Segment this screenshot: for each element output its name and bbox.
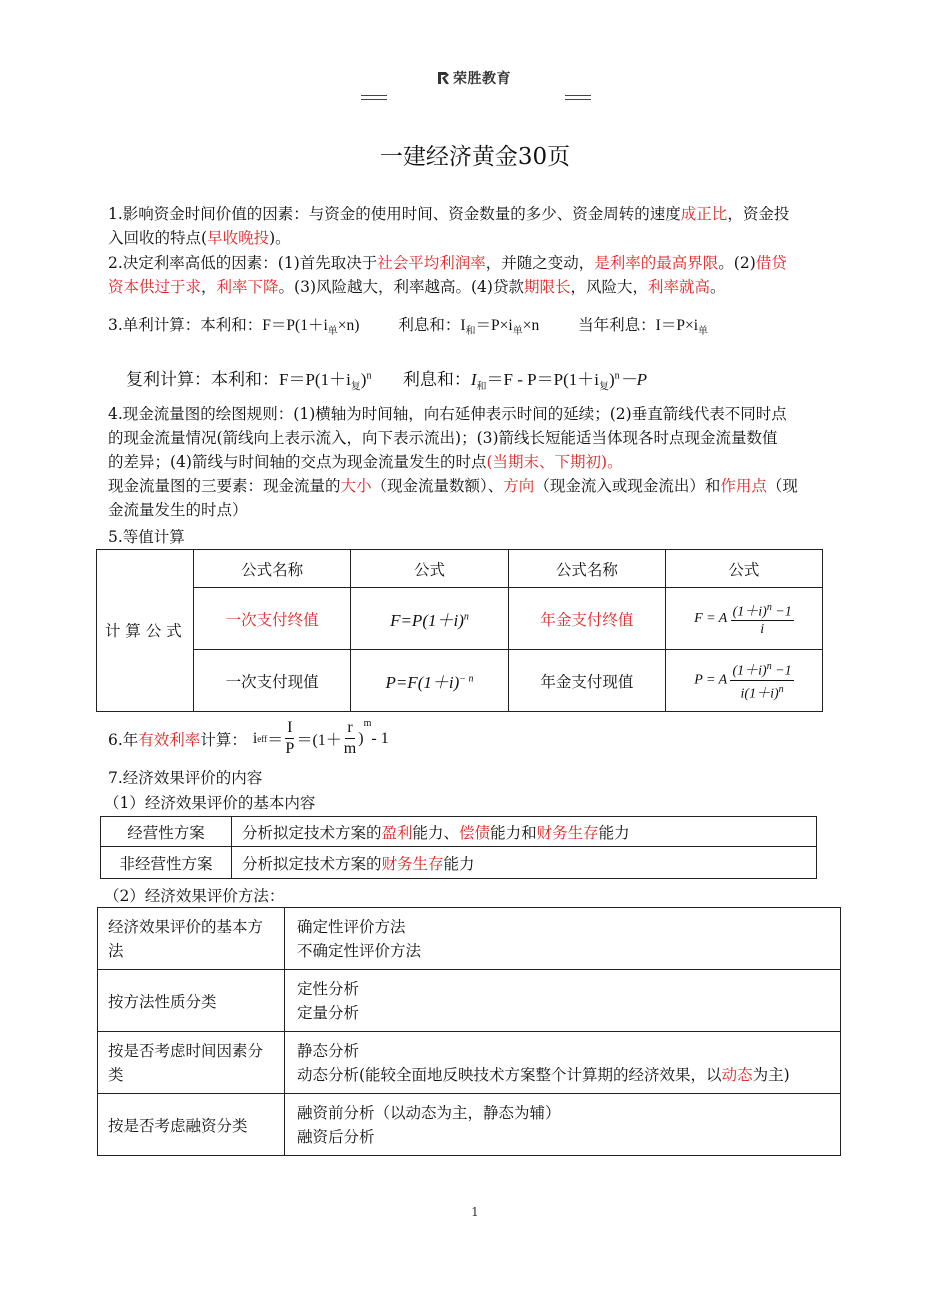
table-cell: 按方法性质分类 (98, 970, 285, 1032)
header-divider-left (361, 95, 387, 100)
formula-cell: P = A $\frac{(1+i)^n -1}{i(1+i)^n}$ (665, 650, 822, 712)
section-7-sub2: （2）经济效果评价方法： (104, 887, 285, 905)
brand-logo (437, 68, 511, 88)
table-header: 公式 (351, 550, 509, 588)
simple-interest-line: 3.单利计算：本利和：$F=P(1+i_单\times n)$ 利息和：$I_和=P\times i_单\times n$ 当年利息：$I=P\times i_单$ (108, 316, 709, 338)
evaluation-content-table (100, 816, 817, 879)
compound-interest-line: 复利计算：本利和：$F=P(1+i_复)^n$ 利息和：$I_和=F - P=P(1+i_复)^n-P$ (126, 370, 648, 393)
formula-cell: $P=F(1+i)^{- n}$ (351, 650, 509, 712)
table-cell: 经济效果评价的基本方法 (98, 908, 285, 970)
effective-rate-line: 6.年 有效利率 计算： i eff ＝ $\frac{I}{P}$ ＝(1＋ $\frac{r}{m}$ ) m - 1 (108, 718, 389, 757)
table-cell: 分析拟定技术方案的财务生存能力 (232, 847, 817, 879)
section-5-heading: 5.等值计算 (108, 528, 185, 546)
table-cell: 按是否考虑时间因素分类 (98, 1032, 285, 1094)
table-cell: 按是否考虑融资分类 (98, 1094, 285, 1156)
header-divider-right (565, 95, 591, 100)
logo-icon (437, 71, 451, 85)
paragraph-4: 4.现金流量图的绘图规则：(1)横轴为时间轴，向右延伸表示时间的延续；(2)垂直箭线代表不同时点 的现金流量情况(箭线向上表示流入，向下表示流出)；(3)箭线长短能适当体现各时点现金流量数值 的差异；(4)箭线与时间轴的交点为现金流量发生的时点(当期末、下期初)。 现金流量图的三要素：现金流量的大小（现金流量数额）、方向（现金流入或现金流出）和作用点（现 金流量发生的时点） (108, 405, 798, 519)
simple-interest-formula: $F=P(1+i_单\times n)$ (262, 317, 360, 338)
logo-text: 荣胜教育 (453, 71, 511, 87)
table-cell: 融资前分析（以动态为主，静态为辅） 融资后分析 (285, 1094, 841, 1156)
table-row-label: 计 算 公 式 (97, 550, 194, 712)
table-header: 公式 (665, 550, 822, 588)
section-7-heading: 7.经济效果评价的内容 (108, 769, 263, 787)
formula-cell: F = A $\frac{(1+i)^n -1}{i}$ (665, 588, 822, 650)
effective-rate-formula: i eff ＝ $\frac{I}{P}$ ＝(1＋ $\frac{r}{m}$ ) m - 1 (252, 718, 389, 757)
table-cell: 经营性方案 (101, 817, 232, 847)
table-cell: 年金支付终值 (508, 588, 665, 650)
formula-cell: $F=P(1+i)^n$ (351, 588, 509, 650)
table-cell: 确定性评价方法 不确定性评价方法 (285, 908, 841, 970)
page-title: 一建经济黄金30页 (379, 144, 571, 170)
table-header: 公式名称 (194, 550, 351, 588)
table-cell: 一次支付终值 (194, 588, 351, 650)
table-cell: 年金支付现值 (508, 650, 665, 712)
evaluation-method-table (97, 907, 841, 1156)
annual-interest-formula: $I=P\times i_单$ (655, 317, 709, 338)
page-number: 1 (471, 1205, 479, 1219)
simple-interest-sum-formula: $I_和=P\times i_单\times n$ (460, 317, 540, 338)
paragraph-2: 2.决定利率高低的因素：(1)首先取决于社会平均利润率，并随之变动，是利率的最高界限。(2)借贷 资本供过于求，利率下降。(3)风险越大，利率越高。(4)贷款期限长，风险大，利率就高。 (108, 254, 787, 296)
section-7-sub1: （1）经济效果评价的基本内容 (104, 794, 316, 812)
table-header: 公式名称 (508, 550, 665, 588)
table-cell: 非经营性方案 (101, 847, 232, 879)
compound-interest-sum-formula: $I_和=F - P=P(1+i_复)^n-P$ (470, 370, 648, 393)
table-cell: 一次支付现值 (194, 650, 351, 712)
table-cell: 定性分析 定量分析 (285, 970, 841, 1032)
equivalence-table (96, 549, 823, 712)
table-cell: 分析拟定技术方案的盈利能力、偿债能力和财务生存能力 (232, 817, 817, 847)
compound-interest-formula: $F=P(1+i_复)^n$ (279, 370, 372, 393)
paragraph-1: 1.影响资金时间价值的因素：与资金的使用时间、资金数量的多少、资金周转的速度成正比，资金投 入回收的特点(早收晚投)。 (108, 205, 790, 247)
table-cell: 静态分析 动态分析(能较全面地反映技术方案整个计算期的经济效果，以动态为主) (285, 1032, 841, 1094)
